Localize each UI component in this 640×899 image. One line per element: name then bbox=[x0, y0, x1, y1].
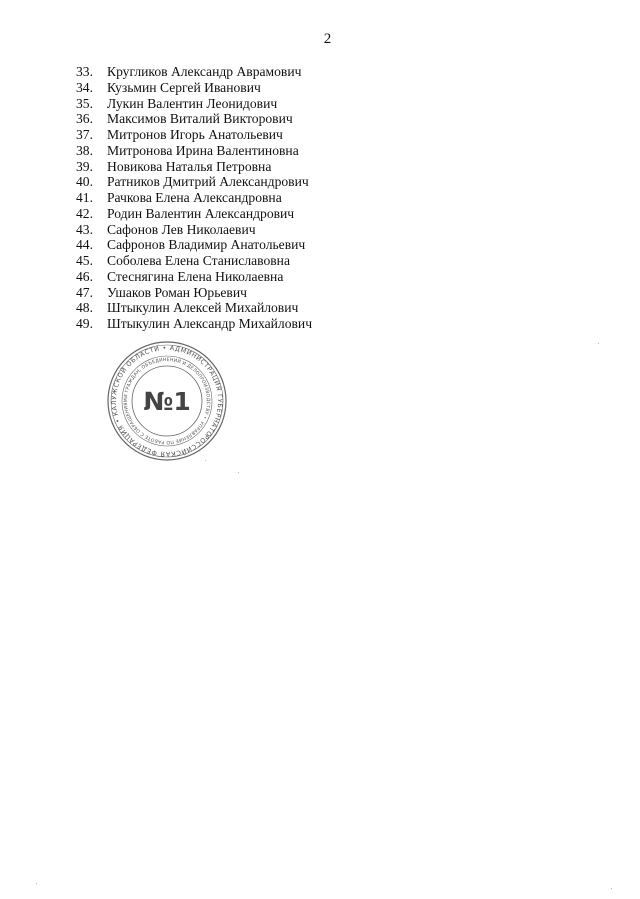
stamp-outer-text: РОССИЙСКАЯ ФЕДЕРАЦИЯ • КАЛУЖСКОЙ ОБЛАСТИ • АДМИНИСТРАЦИЯ ГУБЕРНАТОРА bbox=[109, 343, 225, 459]
list-item-name: Митронов Игорь Анатольевич bbox=[107, 127, 283, 142]
list-item-name: Штыкулин Алексей Михайлович bbox=[107, 300, 299, 316]
list-item-number: 42. bbox=[76, 205, 93, 221]
list-item-number: 41. bbox=[76, 190, 93, 205]
list-item bbox=[76, 269, 312, 285]
list-item-name: Ратников Дмитрий Александрович bbox=[107, 174, 309, 190]
scan-speck bbox=[598, 343, 599, 344]
list-item bbox=[76, 96, 312, 112]
scan-speck bbox=[238, 472, 239, 473]
list-item-number: 36. bbox=[76, 111, 93, 127]
list-item-name: Стеснягина Елена Николаевна bbox=[107, 268, 284, 284]
list-item-number: 48. bbox=[76, 300, 93, 316]
list-item bbox=[76, 285, 312, 301]
list-item-name: Кругликов Александр Аврамович bbox=[107, 64, 302, 79]
list-item bbox=[76, 143, 312, 159]
list-item-number: 38. bbox=[76, 142, 93, 158]
scan-speck bbox=[205, 460, 206, 461]
list-item bbox=[76, 253, 312, 269]
list-item-name: Кузьмин Сергей Иванович bbox=[107, 79, 261, 95]
list-item bbox=[76, 80, 312, 96]
list-item bbox=[76, 300, 312, 316]
list-item bbox=[76, 222, 312, 238]
list-item-number: 46. bbox=[76, 268, 93, 284]
list-item bbox=[76, 316, 312, 332]
list-item-name: Соболева Елена Станиславовна bbox=[107, 253, 290, 268]
list-item-name: Ушаков Роман Юрьевич bbox=[107, 284, 247, 300]
list-item-number: 49. bbox=[76, 316, 93, 331]
list-item-name: Митронова Ирина Валентиновна bbox=[107, 142, 299, 158]
list-item bbox=[76, 127, 312, 143]
list-item bbox=[76, 237, 312, 253]
list-item-name: Штыкулин Александр Михайлович bbox=[107, 316, 313, 331]
list-item-number: 45. bbox=[76, 253, 93, 268]
list-item-number: 40. bbox=[76, 174, 93, 190]
list-item bbox=[76, 64, 312, 80]
official-seal-stamp bbox=[106, 340, 228, 462]
list-item-number: 43. bbox=[76, 221, 93, 237]
list-item-name: Рачкова Елена Александровна bbox=[107, 190, 282, 205]
list-item-number: 47. bbox=[76, 284, 93, 300]
stamp-center-number: №1 bbox=[143, 387, 191, 416]
list-item-name: Родин Валентин Александрович bbox=[107, 205, 295, 221]
list-item-name: Максимов Виталий Викторович bbox=[107, 111, 293, 127]
scan-speck bbox=[36, 883, 37, 884]
list-item-name: Лукин Валентин Леонидович bbox=[107, 95, 278, 111]
list-item bbox=[76, 159, 312, 175]
list-item-number: 44. bbox=[76, 237, 93, 253]
list-item bbox=[76, 190, 312, 206]
list-item-number: 34. bbox=[76, 79, 93, 95]
list-item-number: 37. bbox=[76, 127, 93, 142]
list-item-name: Новикова Наталья Петровна bbox=[107, 158, 272, 174]
page-number: 2 bbox=[323, 31, 332, 47]
list-item bbox=[76, 206, 312, 222]
stamp-inner-text: УПРАВЛЕНИЕ ПО РАБОТЕ С ОБРАЩЕНИЯМИ ГРАЖДАН, ОБЪЕДИНЕНИЙ И ДЕЛОПРОИЗВОДСТВУ • bbox=[123, 357, 211, 445]
list-item-name: Сафонов Лев Николаевич bbox=[107, 221, 256, 237]
list-item bbox=[76, 111, 312, 127]
list-item-number: 35. bbox=[76, 95, 93, 111]
name-list bbox=[76, 64, 312, 332]
list-item-name: Сафронов Владимир Анатольевич bbox=[107, 237, 306, 253]
list-item-number: 33. bbox=[76, 64, 93, 79]
scan-speck bbox=[611, 888, 612, 889]
list-item bbox=[76, 174, 312, 190]
list-item-number: 39. bbox=[76, 158, 93, 174]
